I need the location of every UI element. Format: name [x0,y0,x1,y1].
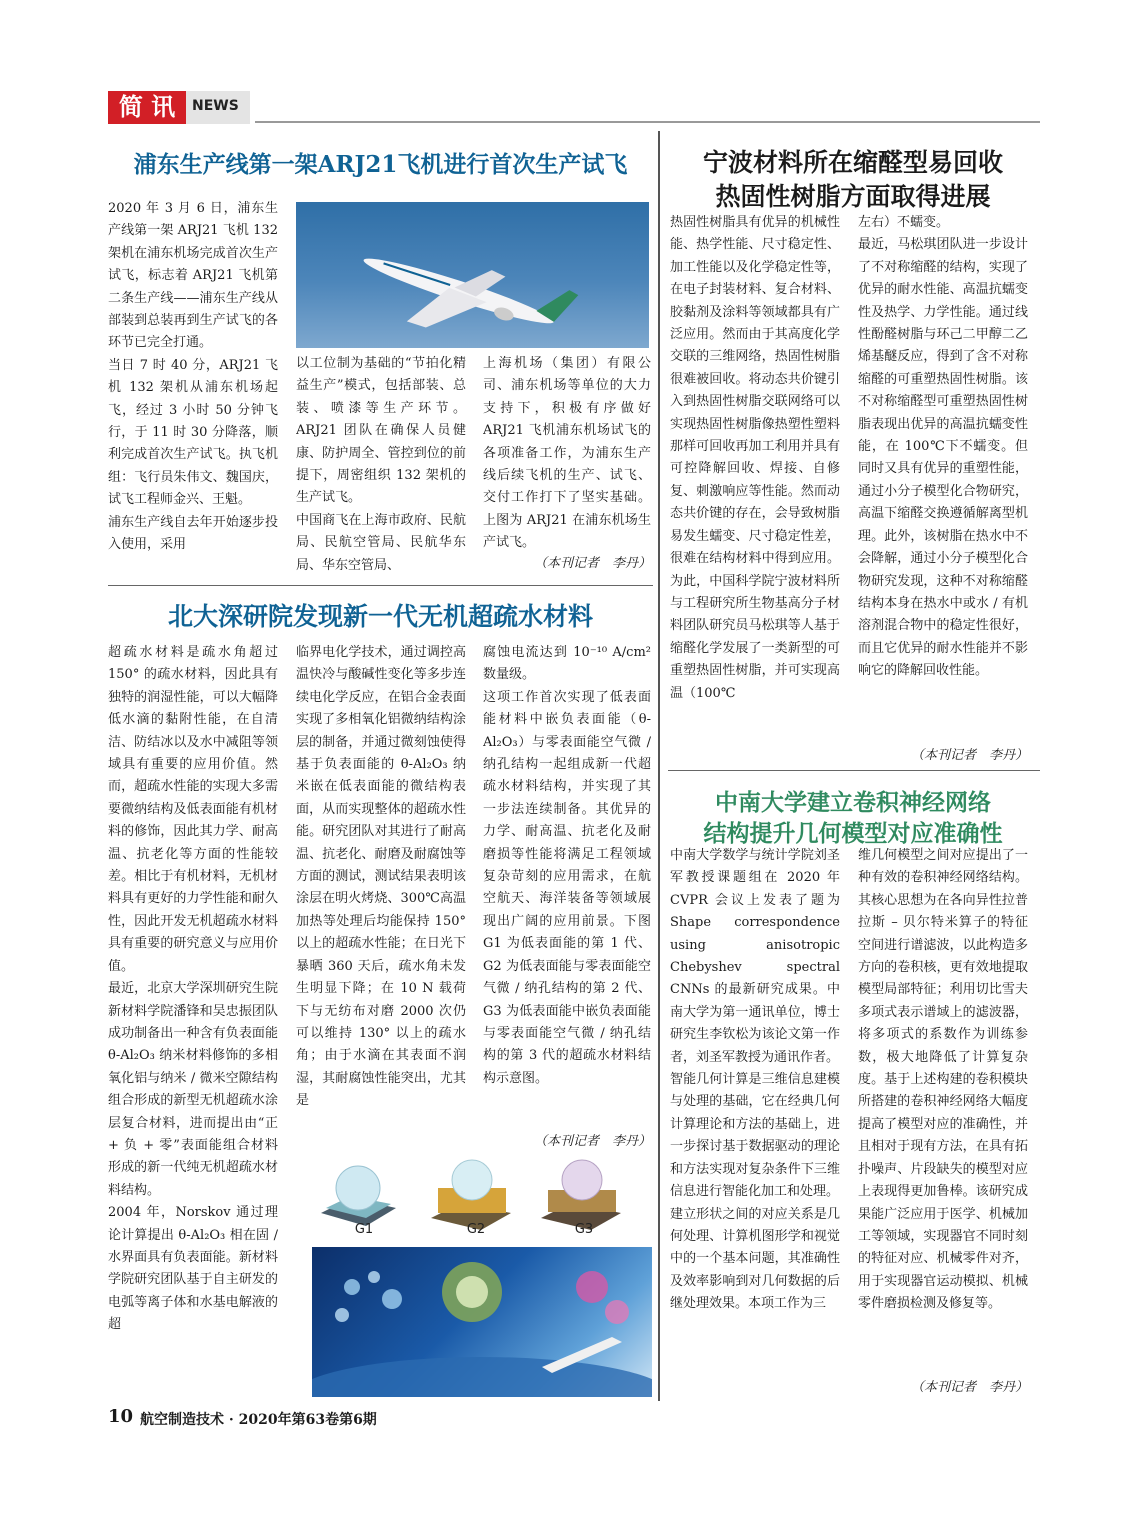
article2-col3: 腐蚀电流达到 10⁻¹⁰ A/cm² 数量级。 这项工作首次实现了低表面能材料中嵌负表面能（θ-Al₂O₃）与零表面能空气微 / 纳孔结构一起组成新一代超疏水材料结构，并实现了其一步法连续制备。其优异的力学、耐高温、抗老化及耐磨损等性能将满足工程领域复杂苛刻的应用需求，在航空航天、海洋装备等领域展现出广阔的应用前景。下图 G1 为低表面能的第 1 代、G2 为低表面能与零表面能空气微 / 纳孔结构的第 2 代、G3 为低表面能中嵌负表面能与零表面能空气微 / 纳孔结构的第 3 代的超疏水材料结构示意图。 [483,645,651,1086]
droplets-icon [312,1247,652,1397]
banner-section-cn: 简 讯 [118,92,176,121]
g2-structure-icon [431,1160,511,1230]
article1-title: 浦东生产线第一架ARJ21飞机进行首次生产试飞 [133,151,628,178]
article4-col2: 维几何模型之间对应提出了一种有效的卷积神经网络结构。其核心思想为在各向异性拉普拉斯 – 贝尔特米算子的特征空间进行谱滤波，以此构造多方向的卷积核，更有效地提取模型局部特征；利用切比雪夫多项式表示谱域上的滤波器，将多项式的系数作为训练参数，极大地降低了计算复杂度。基于上述构建的卷积模块所搭建的卷积神经网络大幅度提高了模型对应的准确性，并且相对于现有方法，在具有拓扑噪声、片段缺失的模型对应上表现得更加鲁棒。该研究成果能广泛应用于医学、机械加工等领域，实现器官不同时刻的特征对应、机械零件对齐，用于实现器官运动模拟、机械零件磨损检测及修复等。 [858,848,1028,1312]
article3-col2: 左右）不蠕变。 最近，马松琪团队进一步设计了不对称缩醛的结构，实现了优异的耐水性能、高温抗蠕变性及热学、力学性能。通过线性酚醛树脂与环己二甲醇二乙烯基醚反应，得到了含不对称缩醛的可重塑热固性树脂。该不对称缩醛型可重塑热固性树脂表现出优异的高温抗蠕变性能，在 100℃下不蠕变。但同时又具有优异的重塑性能，通过小分子模型化合物研究，高温下缩醛交换遵循解离型机理。此外，该树脂在热水中不会降解，通过小分子模型化合物研究发现，这种不对称缩醛结构本身在热水中或水 / 有机溶剂混合物中的稳定性很好，而且它优异的耐水性能并不影响它的降解回收性能。 [858,215,1028,679]
article4-col1: 中南大学数学与统计学院刘圣军教授课题组在 2020 年 CVPR 会议上发表了题为 Shape correspondence using anisotropic Chebyshev spectral CNNs 的最新研究成果。中南大学为第一通讯单位，博士研究生李钦松为该论文第一作者，刘圣军教授为通讯作者。 智能几何计算是三维信息建模与处理的基础，它在经典几何计算理论和方法的基础上，进一步探讨基于数据驱动的理论和方法实现对复杂条件下三维信息进行智能化加工和处理。 建立形状之间的对应关系是几何处理、计算机图形学和视觉中的一个基本问题，其准确性及效率影响到对几何数据的后继处理效果。本项工作为三 [670,848,840,1312]
airplane-photo [296,202,649,348]
article1-col2: 以工位制为基础的“节拍化精益生产”模式，包括部装、总装、喷漆等生产环节。ARJ21 团队在确保人员健康、防护周全、管控到位的前提下，周密组织 132 架机的生产试飞。 中国商飞在上海市政府、民航局、民航空管局、民航华东局、华东空管局、 [296,356,466,573]
article2-col2: 临界电化学技术，通过调控高温快冷与酸碱性变化等多步连续电化学反应，在铝合金表面实现了多相氧化铝微纳结构涂层的制备，并通过微刻蚀使得基于负表面能的 θ-Al₂O₃ 纳米嵌在低表面能的微结构表面，从而实现整体的超疏水性能。研究团队对其进行了耐高温、抗老化、耐磨及耐腐蚀等方面的测试，测试结果表明该涂层在明火烤烧、300℃高温加热等处理后均能保持 150° 以上的超疏水性能；在日光下暴晒 360 天后，疏水角未发生明显下降；在 10 N 载荷下与无纺布对磨 2000 次仍可以维持 130° 以上的疏水角；由于水滴在其表面不润湿，其耐腐蚀性能突出，尤其是 [296,645,466,1109]
water-droplet-photo [312,1247,652,1397]
figure-label-g2: G2 [466,1222,486,1237]
header-rule [255,121,1040,123]
article4-title-line2: 结构提升几何模型对应准确性 [703,820,1003,847]
page-number: 10 [108,1406,134,1427]
figure-label-g3: G3 [574,1222,594,1237]
article1-byline: （本刊记者 李丹） [533,556,651,571]
section-banner [108,91,248,124]
article2-title: 北大深研院发现新一代无机超疏水材料 [167,602,593,631]
banner-section-en: NEWS [192,98,239,114]
article3-col1: 热固性树脂具有优异的机械性能、热学性能、尺寸稳定性、加工性能以及化学稳定性等，在电子封装材料、复合材料、胶黏剂及涂料等领域都具有广泛应用。然而由于其高度化学交联的三维网络，热固性树脂很难被回收。将动态共价键引入到热固性树脂交联网络可以实现热固性树脂像热塑性塑料那样可回收再加工利用并具有可控降解回收、焊接、自修复、刺激响应等性能。然而动态共价键的存在，会导致树脂易发生蠕变、尺寸稳定性差，很难在结构材料中得到应用。为此，中国科学院宁波材料所与工程研究所生物基高分子材料团队研究员马松琪等人基于缩醛化学发展了一类新型的可重塑热固性树脂，并可实现高温（100℃ [670,215,840,701]
airplane-icon [296,202,649,348]
superhydrophobic-figure [306,1158,652,1243]
article3-bottom-rule [668,770,1040,771]
g1-structure-icon [321,1166,396,1226]
article3-title-line2: 热固性树脂方面取得进展 [715,182,991,211]
column-divider [658,131,660,1401]
article2-byline: （本刊记者 李丹） [533,1134,651,1149]
article2-col1: 超疏水材料是疏水角超过 150° 的疏水材料，因此具有独特的润湿性能，可以大幅降低水滴的黏附性能，在自清洁、防结冰以及水中减阻等领域具有重要的应用价值。然而，超疏水性能的实现大多需要微纳结构及低表面能有机材料的修饰，因此其力学、耐高温、抗老化等方面的性能较差。相比于有机材料，无机材料具有更好的力学性能和耐久性，因此开发无机超疏水材料具有重要的研究意义与应用价值。 最近，北京大学深圳研究生院新材料学院潘锋和吴忠振团队成功制备出一种含有负表面能 θ-Al₂O₃ 纳米材料修饰的多相氧化铝与纳米 / 微米空隙结构组合形成的新型无机超疏水涂层复合材料，进而提出由“正 + 负 + 零”表面能组合材料形成的新一代纯无机超疏水材料结构。 2004 年，Norskov 通过理论计算提出 θ-Al₂O₃ 相在固 / 水界面具有负表面能。新材料学院研究团队基于自主研发的电弧等离子体和水基电解液的超 [108,645,278,1333]
article1-col1: 2020 年 3 月 6 日，浦东生产线第一架 ARJ21 飞机 132 架机在浦东机场完成首次生产试飞，标志着 ARJ21 飞机第二条生产线——浦东生产线从部装到总装再到生产试飞的各环节已完全打通。 当日 7 时 40 分，ARJ21 飞机 132 架机从浦东机场起飞，经过 3 小时 50 分钟飞行，于 11 时 30 分降落，顺利完成首次生产试飞。执飞机组：飞行员朱伟文、魏国庆，试飞工程师金兴、王魁。 浦东生产线自去年开始逐步投入使用，采用 [108,201,278,553]
article4-byline: （本刊记者 李丹） [910,1380,1028,1395]
g3-structure-icon [541,1160,621,1230]
article3-title-line1: 宁波材料所在缩醛型易回收 [702,148,1003,177]
figure-label-g1: G1 [354,1222,374,1237]
journal-name: 航空制造技术 · 2020年第63卷第6期 [140,1412,377,1428]
article3-byline: （本刊记者 李丹） [910,748,1028,763]
article1-bottom-rule [108,585,653,586]
article4-title-line1: 中南大学建立卷积神经网络 [715,789,991,816]
article1-col3: 上海机场（集团）有限公司、浦东机场等单位的大力支持下，积极有序做好 ARJ21 飞机浦东机场试飞的各项准备工作，为浦东生产线后续飞机的生产、试飞、交付工作打下了坚实基础。上图为 ARJ21 在浦东机场生产试飞。 [483,356,651,551]
